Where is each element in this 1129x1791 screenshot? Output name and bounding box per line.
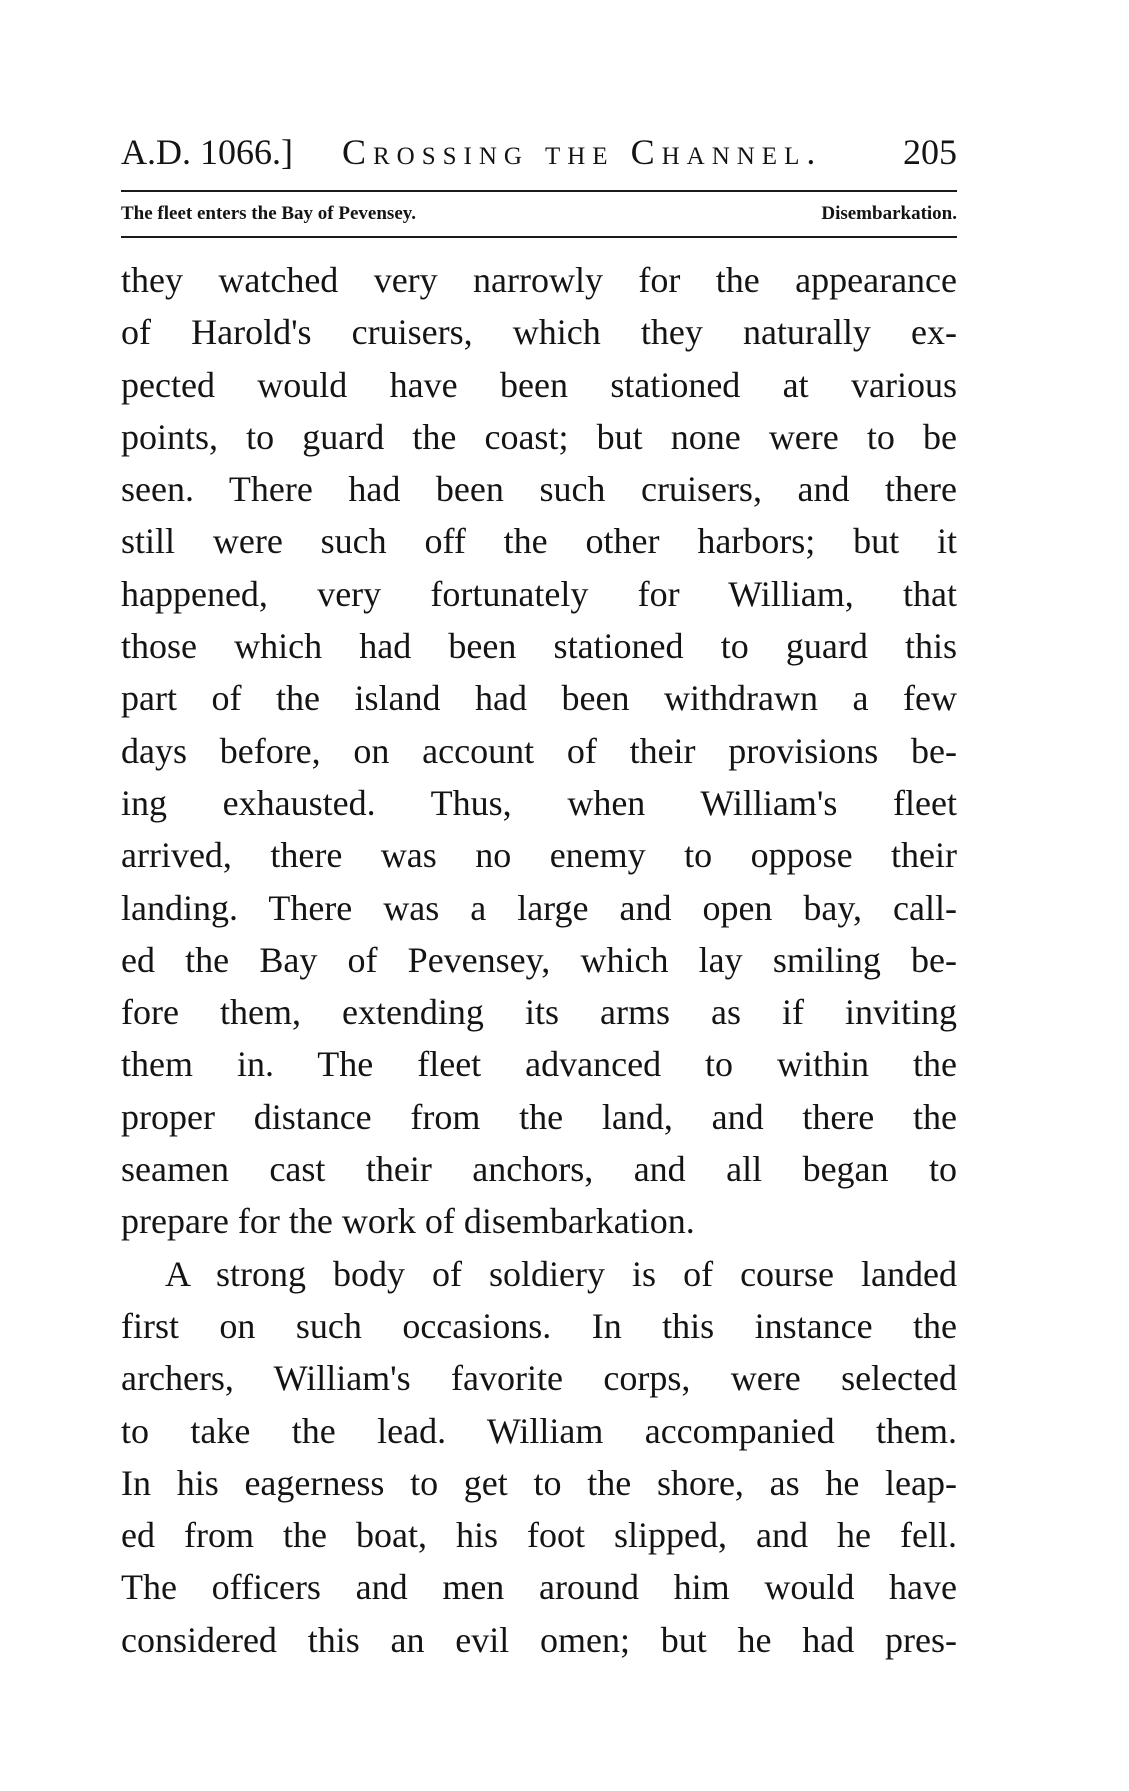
running-head-title: Crossing the Channel. (342, 132, 823, 172)
text-line: The officers and men around him would have (121, 1567, 957, 1608)
subheading-right: Disembarkation. (821, 203, 957, 224)
text-line: part of the island had been withdrawn a few (121, 678, 957, 719)
text-line: points, to guard the coast; but none were to be (121, 416, 957, 457)
page-number: 205 (903, 132, 957, 172)
text-line: seen. There had been such cruisers, and there (121, 469, 957, 510)
body-text (121, 254, 957, 1666)
text-line: arrived, there was no enemy to oppose their (121, 835, 957, 876)
text-line: considered this an evil omen; but he had pres- (121, 1619, 957, 1660)
text-line: landing. There was a large and open bay, call- (121, 887, 957, 928)
text-line: In his eagerness to get to the shore, as he leap- (121, 1462, 957, 1503)
header-rule-bottom (121, 236, 957, 238)
text-line: of Harold's cruisers, which they naturally ex- (121, 312, 957, 353)
text-line: pected would have been stationed at various (121, 364, 957, 405)
text-line: still were such off the other harbors; but it (121, 521, 957, 562)
subheading-left: The fleet enters the Bay of Pevensey. (121, 203, 416, 224)
text-line: A strong body of soldiery is of course landed (165, 1253, 957, 1294)
marginal-subheading (121, 199, 957, 229)
paragraph (121, 1248, 957, 1666)
text-line: ed the Bay of Pevensey, which lay smiling be- (121, 939, 957, 980)
text-line: seamen cast their anchors, and all began to (121, 1149, 957, 1190)
text-line: those which had been stationed to guard this (121, 626, 957, 667)
text-line: ing exhausted. Thus, when William's fleet (121, 782, 957, 823)
running-head-date: A.D. 1066.] (121, 132, 293, 172)
text-line: prepare for the work of disembarkation. (121, 1201, 695, 1242)
paragraph (121, 254, 957, 1248)
text-line: fore them, extending its arms as if inviting (121, 992, 957, 1033)
text-line: archers, William's favorite corps, were selected (121, 1358, 957, 1399)
text-line: ed from the boat, his foot slipped, and he fell. (121, 1515, 957, 1556)
text-line: to take the lead. William accompanied them. (121, 1410, 957, 1451)
text-line: first on such occasions. In this instance the (121, 1305, 957, 1346)
text-line: proper distance from the land, and there the (121, 1096, 957, 1137)
text-line: happened, very fortunately for William, that (121, 573, 957, 614)
text-line: they watched very narrowly for the appearance (121, 260, 957, 300)
text-line: them in. The fleet advanced to within the (121, 1044, 957, 1085)
running-head (121, 128, 957, 176)
text-line: days before, on account of their provisions be- (121, 730, 957, 771)
header-rule-top (121, 190, 957, 192)
